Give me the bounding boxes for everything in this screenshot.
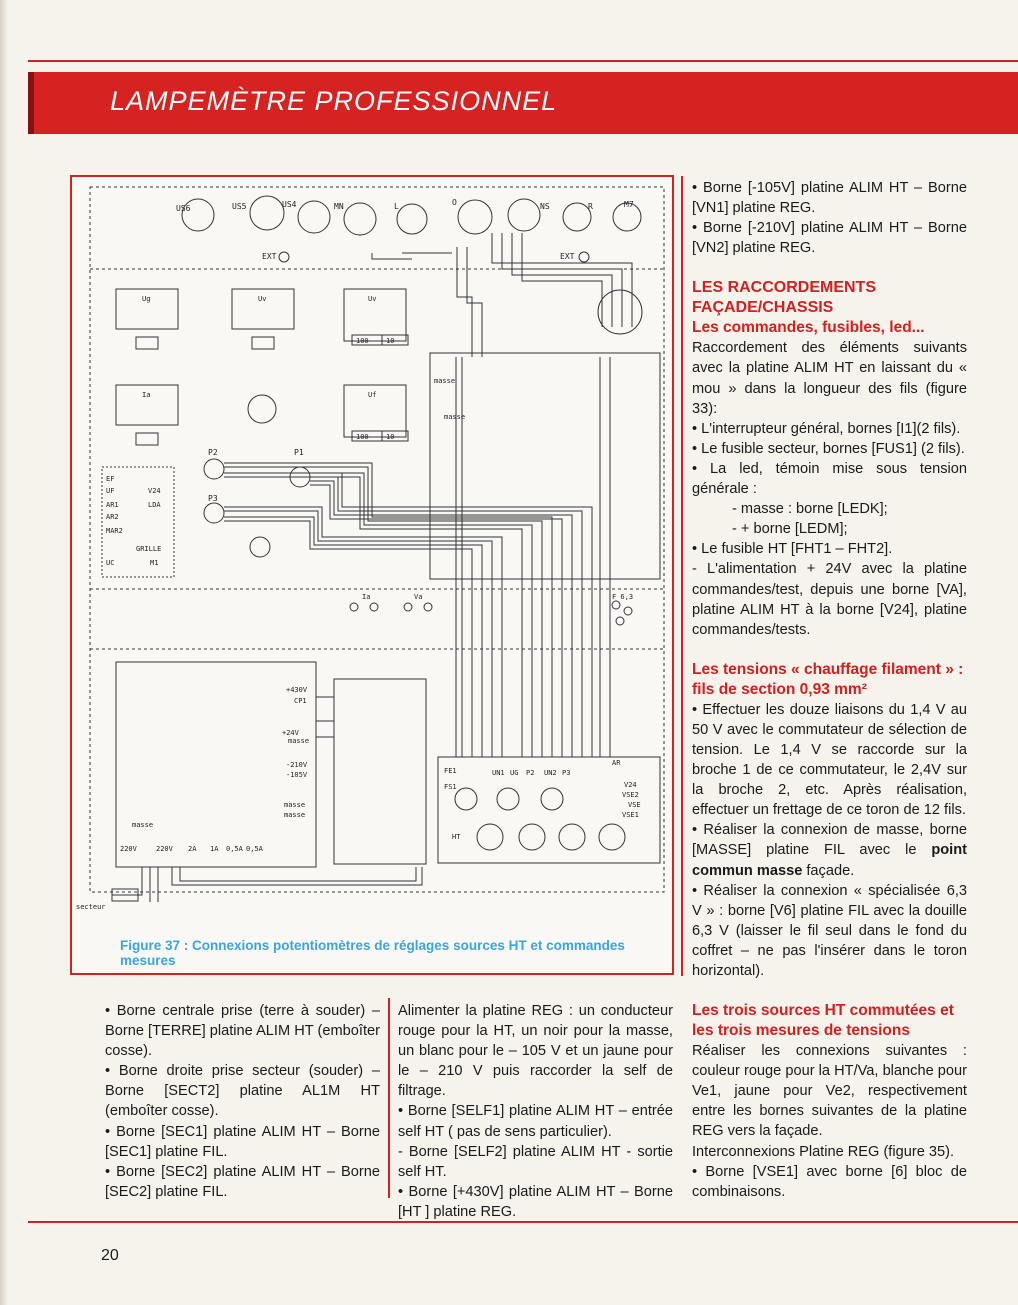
label-o: O — [452, 198, 457, 207]
left-item-sect2: • Borne droite prise secteur (souder) – Borne [SECT2] platine AL1M HT (emboîter cosse). — [105, 1063, 380, 1120]
label-secteur: secteur — [76, 903, 106, 911]
label-masse2: masse — [284, 801, 306, 809]
label-masse5: masse — [444, 413, 466, 421]
label-p3b: P3 — [562, 769, 571, 777]
label-v24c: V24 — [624, 781, 637, 789]
led-plus: - + borne [LEDM]; — [732, 521, 848, 538]
label-mn: MN — [334, 202, 344, 211]
wiring-diagram — [72, 177, 672, 937]
section3-title: Les trois sources HT commutées et les trois mesures de tensions — [692, 1002, 954, 1040]
page-number: 20 — [101, 1247, 119, 1264]
label-ar1: AR1 — [106, 501, 119, 509]
label-10b: 10 — [386, 433, 395, 441]
section1-bullet-24v: - L'alimentation + 24V avec la platine commandes/test, depuis une borne [VA], platine ALIM HT à la borne [V24], platine commandes/tests. — [692, 561, 967, 638]
middle-column — [398, 1001, 673, 1222]
label-va: Va — [414, 593, 423, 601]
mid-item-alimenter: Alimenter la platine REG : un conducteur rouge pour la HT, un noir pour la masse, un blanc pour le – 105 V et un jaune pour le – 210 V puis raccorder la self de filtrage. — [398, 1003, 673, 1100]
label-ns: NS — [540, 202, 550, 211]
label-210v: -210V — [286, 761, 308, 769]
label-ug: Ug — [142, 295, 151, 303]
label-105v: -105V — [286, 771, 308, 779]
mid-item-430v: • Borne [+430V] platine ALIM HT – Borne [HT ] platine REG. — [398, 1183, 673, 1220]
section3-bullet-vse1: • Borne [VSE1] avec borne [6] bloc de combinaisons. — [692, 1163, 967, 1200]
label-100b: 100 — [356, 433, 369, 441]
label-220vb: 220V — [156, 845, 173, 853]
middle-column-separator — [388, 998, 390, 1198]
section1-title-line2: FAÇADE/CHASSIS — [692, 299, 834, 317]
label-24v: +24V — [282, 729, 299, 737]
masse-text-post: façade. — [802, 862, 855, 879]
label-ef: EF — [106, 475, 115, 483]
label-lda: LDA — [148, 501, 161, 509]
label-masse4: masse — [132, 821, 154, 829]
masse-text-pre: • Réaliser la connexion de masse, borne [MASSE] platine FIL avec le — [692, 822, 967, 859]
section2-bullet-liaisons: • Effectuer les douze liaisons du 1,4 V au 50 V avec le commutateur de sélection de tension. Le 1,4 V se raccorde sur la broche 1 de ce commutateur, le 2,4V sur la broche 2, etc. Après réalisation, effectuer un frettage de ce toron de 12 fils. — [692, 701, 967, 819]
label-r: R — [588, 202, 593, 211]
left-column — [105, 1001, 380, 1202]
item-105v: • Borne [-105V] platine ALIM HT – Borne [VN1] platine REG. — [692, 180, 967, 217]
label-vse1: VSE1 — [622, 811, 639, 819]
label-m7: M7 — [624, 200, 634, 209]
left-item-terre: • Borne centrale prise (terre à souder) – Borne [TERRE] platine ALIM HT (emboîter cosse). — [105, 1003, 380, 1060]
label-mar2: MAR2 — [106, 527, 123, 535]
label-masse3: masse — [284, 811, 306, 819]
right-column-separator — [681, 176, 683, 976]
section3-paragraph: Réaliser les connexions suivantes : couleur rouge pour la HT/Va, blanche pour Ve1, jaune pour Ve2, respectivement entre les bornes suivantes de la platine REG vers la façade. — [692, 1043, 967, 1140]
section2-bullet-masse — [692, 820, 967, 880]
label-ext: EXT — [262, 252, 277, 261]
label-2a: 2A — [188, 845, 197, 853]
section1-bullet-interrupteur: • L'interrupteur général, bornes [I1](2 fils). — [692, 420, 961, 437]
label-v24: V24 — [148, 487, 161, 495]
label-ar2: AR2 — [106, 513, 119, 521]
banner-accent — [28, 72, 34, 134]
label-us5: US5 — [232, 202, 247, 211]
label-grille: GRILLE — [136, 545, 162, 553]
label-05ab: 0,5A — [246, 845, 263, 853]
label-vse: VSE — [628, 801, 641, 809]
section3-interconnexions: Interconnexions Platine REG (figure 35). — [692, 1143, 955, 1160]
label-un1: UN1 — [492, 769, 505, 777]
label-us4: US4 — [282, 200, 297, 209]
figure-caption: Figure 37 : Connexions potentiomètres de réglages sources HT et commandes mesures — [120, 938, 625, 968]
label-us6: US6 — [176, 204, 191, 213]
section1-bullet-fusible: • Le fusible secteur, bornes [FUS1] (2 fils). — [692, 440, 965, 457]
label-cp1: CP1 — [294, 697, 307, 705]
label-10: 10 — [386, 337, 395, 345]
mid-item-self2: - Borne [SELF2] platine ALIM HT - sortie self HT. — [398, 1143, 673, 1180]
label-uf: Uf — [368, 391, 377, 399]
page-title: LAMPEMÈTRE PROFESSIONNEL — [110, 86, 558, 116]
label-m1: M1 — [150, 559, 159, 567]
label-uv2: Uv — [368, 295, 377, 303]
label-p2b: P2 — [526, 769, 535, 777]
section2-title: Les tensions « chauffage filament » : fils de section 0,93 mm² — [692, 660, 964, 698]
label-100: 100 — [356, 337, 369, 345]
section1-title-line1: LES RACCORDEMENTS — [692, 279, 877, 297]
label-fs1: FS1 — [444, 783, 457, 791]
label-masse-tr: masse — [434, 377, 456, 385]
label-l: L — [394, 202, 399, 211]
page-edge — [0, 0, 8, 1305]
label-uf2: UF — [106, 487, 115, 495]
label-220v: 220V — [120, 845, 137, 853]
label-ia2: Ia — [362, 593, 371, 601]
label-f63: F 6,3 — [612, 593, 634, 601]
label-uc: UC — [106, 559, 115, 567]
section2-bullet-63v: • Réaliser la connexion « spécialisée 6,3 V » : borne [V6] platine FIL avec la douille 6,3 V (laisser le fil seul dans le fond du coffret – ne pas l'insérer dans le toron horizontal). — [692, 882, 967, 979]
label-fe1: FE1 — [444, 767, 457, 775]
label-p2: P2 — [208, 448, 218, 457]
top-rule — [28, 60, 1018, 62]
item-210v: • Borne [-210V] platine ALIM HT – Borne [VN2] platine REG. — [692, 220, 967, 257]
label-p3: P3 — [208, 494, 218, 503]
section1-bullet-fht: • Le fusible HT [FHT1 – FHT2]. — [692, 541, 893, 558]
label-masse: masse — [288, 737, 310, 745]
left-item-sec1: • Borne [SEC1] platine ALIM HT – Borne [SEC1] platine FIL. — [105, 1123, 380, 1160]
label-ar: AR — [612, 759, 621, 767]
masse-text-bold: point commun masse — [692, 842, 967, 879]
label-ug2: UG — [510, 769, 519, 777]
left-item-sec2: • Borne [SEC2] platine ALIM HT – Borne [SEC2] platine FIL. — [105, 1163, 380, 1200]
label-ext2: EXT — [560, 252, 575, 261]
led-minus: - masse : borne [LEDK]; — [732, 501, 888, 518]
label-05a: 0,5A — [226, 845, 243, 853]
mid-item-self1: • Borne [SELF1] platine ALIM HT – entrée self HT ( pas de sens particulier). — [398, 1103, 673, 1140]
label-ht: HT — [452, 833, 461, 841]
right-column — [692, 178, 967, 1202]
label-1a: 1A — [210, 845, 219, 853]
label-vse2: VSE2 — [622, 791, 639, 799]
section1-subtitle: Les commandes, fusibles, led... — [692, 319, 925, 337]
label-p1: P1 — [294, 448, 304, 457]
bottom-rule — [28, 1221, 1018, 1223]
section1-bullet-led: • La led, témoin mise sous tension générale : — [692, 460, 967, 498]
label-430v: +430V — [286, 686, 308, 694]
label-un2: UN2 — [544, 769, 557, 777]
figure-frame — [70, 175, 674, 975]
section1-paragraph: Raccordement des éléments suivants avec la platine ALIM HT en laissant du « mou » dans la longueur des fils (figure 33): — [692, 340, 967, 417]
label-uv: Uv — [258, 295, 267, 303]
label-ia: Ia — [142, 391, 151, 399]
